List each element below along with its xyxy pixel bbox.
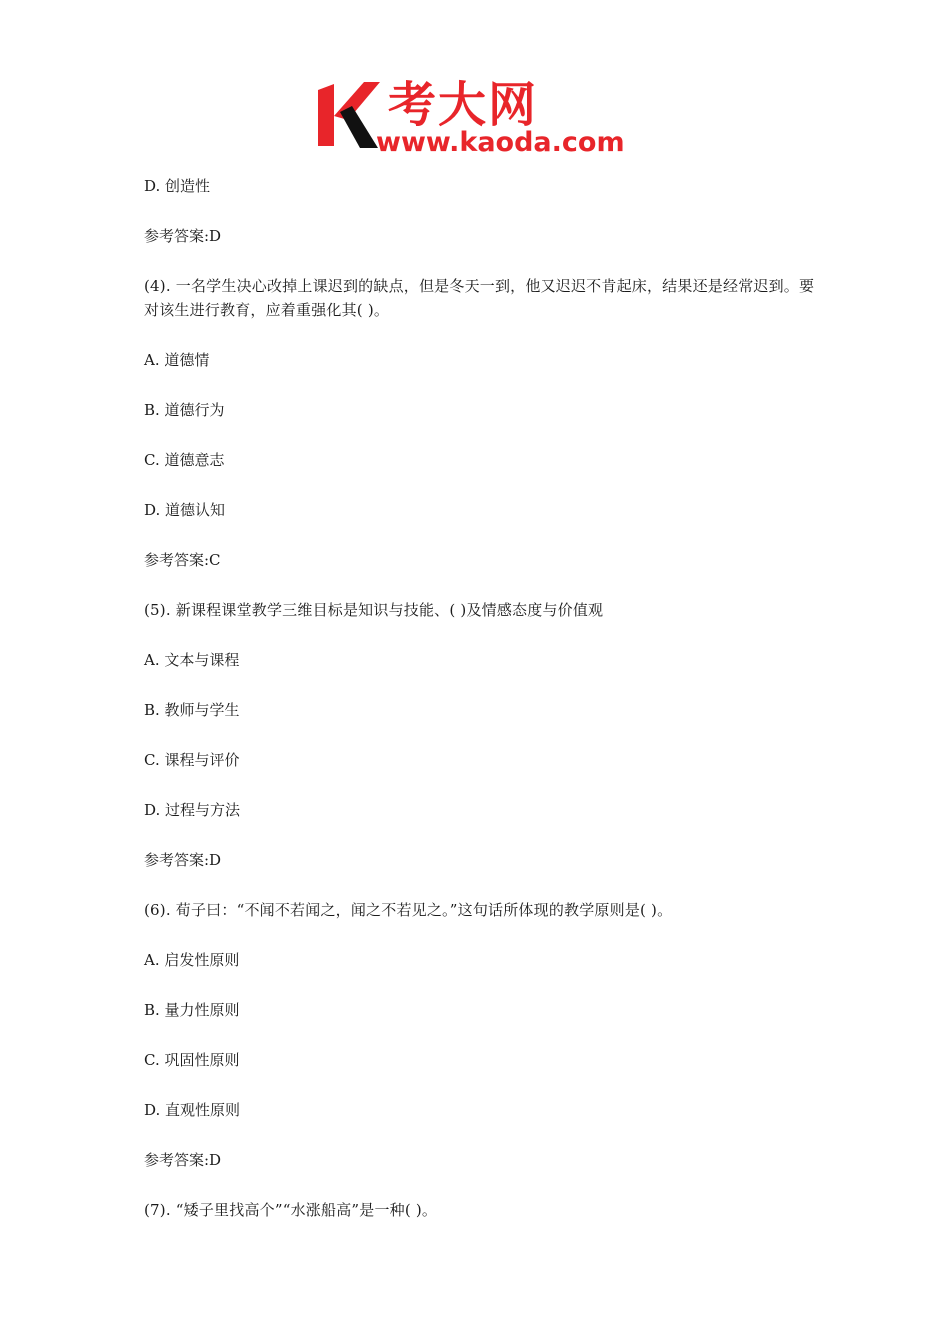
logo-k-icon xyxy=(318,82,380,148)
answer-line: 参考答案:D xyxy=(144,1151,222,1169)
option-line: D. 过程与方法 xyxy=(144,801,241,819)
answer-line: 参考答案:D xyxy=(144,227,222,245)
option-line: C. 巩固性原则 xyxy=(144,1051,240,1069)
option-line: C. 道德意志 xyxy=(144,451,225,469)
option-line: D. 道德认知 xyxy=(144,501,226,519)
exam-content xyxy=(144,174,824,1248)
logo-brand-text: 考大网 xyxy=(388,77,539,133)
question-line: (7). “矮子里找高个”“水涨船高”是一种( )。 xyxy=(144,1201,438,1219)
question-line: (6). 荀子曰：“不闻不若闻之，闻之不若见之。”这句话所体现的教学原则是( )。 xyxy=(144,901,673,919)
logo-url-text: www.kaoda.com xyxy=(376,127,625,158)
answer-line: 参考答案:D xyxy=(144,851,222,869)
option-line: C. 课程与评价 xyxy=(144,751,240,769)
option-line: A. 道德情 xyxy=(144,351,210,369)
option-line: B. 量力性原则 xyxy=(144,1001,240,1019)
answer-line: 参考答案:C xyxy=(144,551,221,569)
option-line: B. 道德行为 xyxy=(144,401,225,419)
kaoda-logo xyxy=(318,78,638,160)
option-line: D. 创造性 xyxy=(144,177,211,195)
question-line: (4). 一名学生决心改掉上课迟到的缺点，但是冬天一到，他又迟迟不肯起床，结果还是经常迟到。要对该生进行教育，应着重强化其( )。 xyxy=(144,277,815,319)
question-line: (5). 新课程课堂教学三维目标是知识与技能、( )及情感态度与价值观 xyxy=(144,601,604,619)
option-line: D. 直观性原则 xyxy=(144,1101,241,1119)
option-line: A. 文本与课程 xyxy=(144,651,240,669)
option-line: A. 启发性原则 xyxy=(144,951,240,969)
option-line: B. 教师与学生 xyxy=(144,701,240,719)
